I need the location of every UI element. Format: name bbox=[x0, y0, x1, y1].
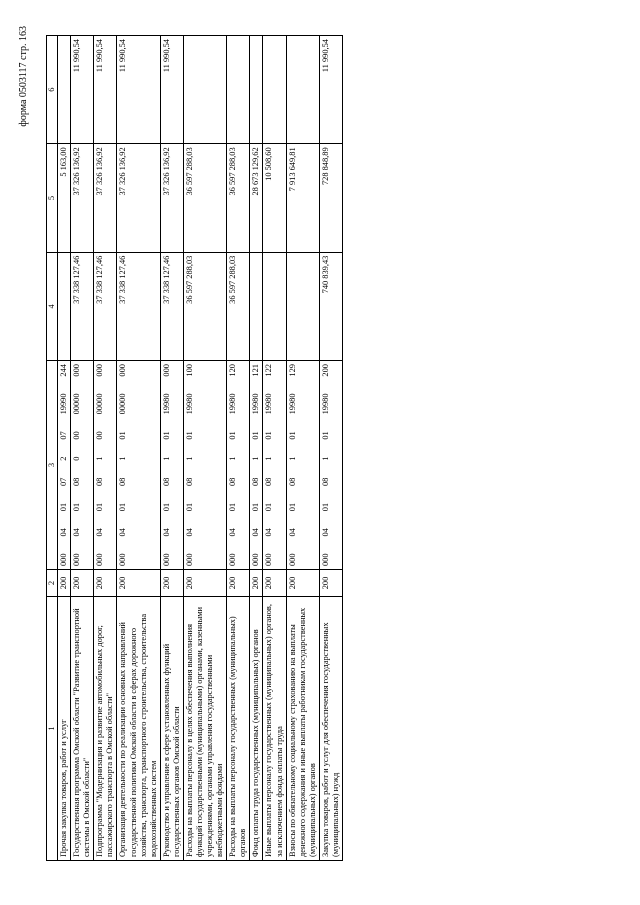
kbk-segment: 00000 bbox=[95, 393, 105, 415]
row-name: Иные выплаты персоналу государственных (муниципальных) органов, за исключением фонда оплаты труда bbox=[263, 597, 286, 861]
row-name: Прочая закупка товаров, работ и услуг bbox=[58, 597, 71, 861]
row-unexecuted: 11 990,54 bbox=[160, 36, 183, 144]
kbk-segment: 1 bbox=[287, 456, 297, 461]
column-number-row bbox=[47, 36, 58, 861]
kbk-segment: 04 bbox=[118, 528, 128, 537]
row-code: 200 bbox=[286, 570, 319, 597]
row-approved bbox=[58, 252, 71, 360]
table-row bbox=[183, 36, 226, 861]
kbk-segment: 1 bbox=[161, 456, 171, 461]
kbk-segment: 08 bbox=[118, 477, 128, 487]
kbk-segment: 04 bbox=[287, 528, 297, 537]
row-code: 200 bbox=[94, 570, 117, 597]
kbk-segment: 000 bbox=[161, 553, 171, 566]
kbk-segment: 244 bbox=[59, 364, 69, 377]
row-code: 200 bbox=[160, 570, 183, 597]
row-executed: 10 508,60 bbox=[263, 144, 286, 252]
kbk-segment: 00000 bbox=[72, 393, 82, 415]
kbk-segment: 04 bbox=[264, 528, 274, 537]
row-kbk bbox=[286, 361, 319, 570]
kbk-segment: 04 bbox=[228, 528, 238, 537]
row-approved: 36 597 288,03 bbox=[183, 252, 226, 360]
column-header: 1 bbox=[47, 597, 58, 861]
row-approved: 37 338 127,46 bbox=[117, 252, 160, 360]
kbk-segment: 19980 bbox=[228, 393, 238, 415]
kbk-segment: 04 bbox=[72, 528, 82, 537]
row-approved: 740 839,43 bbox=[319, 252, 342, 360]
table-row bbox=[250, 36, 263, 861]
row-executed: 5 163,00 bbox=[58, 144, 71, 252]
row-code: 200 bbox=[319, 570, 342, 597]
kbk-code bbox=[264, 364, 274, 566]
row-code: 200 bbox=[183, 570, 226, 597]
row-kbk bbox=[58, 361, 71, 570]
kbk-segment: 1 bbox=[118, 456, 128, 461]
kbk-code bbox=[118, 364, 128, 566]
kbk-segment: 01 bbox=[118, 431, 128, 440]
row-kbk bbox=[160, 361, 183, 570]
kbk-segment: 01 bbox=[184, 502, 194, 512]
kbk-segment: 19980 bbox=[264, 393, 274, 415]
row-kbk bbox=[183, 361, 226, 570]
kbk-segment: 08 bbox=[184, 477, 194, 487]
row-code: 200 bbox=[263, 570, 286, 597]
row-unexecuted bbox=[286, 36, 319, 144]
kbk-segment: 01 bbox=[59, 502, 69, 512]
row-executed: 37 326 136,92 bbox=[160, 144, 183, 252]
row-executed: 37 326 136,92 bbox=[71, 144, 94, 252]
kbk-segment: 000 bbox=[228, 553, 238, 566]
row-code: 200 bbox=[250, 570, 263, 597]
kbk-segment: 1 bbox=[264, 456, 274, 461]
kbk-segment: 08 bbox=[320, 477, 330, 487]
form-reference: форма 0503117 стр. 163 bbox=[18, 26, 29, 127]
kbk-segment: 1 bbox=[95, 456, 105, 461]
kbk-segment: 00 bbox=[72, 431, 82, 440]
kbk-code bbox=[72, 364, 82, 566]
kbk-segment: 01 bbox=[95, 502, 105, 512]
kbk-segment: 0 bbox=[72, 456, 82, 461]
kbk-code bbox=[251, 364, 261, 566]
row-unexecuted bbox=[183, 36, 226, 144]
table-row bbox=[227, 36, 250, 861]
kbk-code bbox=[288, 364, 298, 566]
kbk-segment: 1 bbox=[251, 456, 261, 461]
column-header: 6 bbox=[47, 36, 58, 144]
row-executed: 28 673 129,62 bbox=[250, 144, 263, 252]
kbk-segment: 01 bbox=[287, 431, 297, 440]
row-approved: 37 338 127,46 bbox=[160, 252, 183, 360]
row-code: 200 bbox=[117, 570, 160, 597]
kbk-segment: 08 bbox=[95, 477, 105, 487]
kbk-segment: 08 bbox=[264, 477, 274, 487]
row-approved: 37 338 127,46 bbox=[94, 252, 117, 360]
row-unexecuted: 11 990,54 bbox=[117, 36, 160, 144]
kbk-segment: 08 bbox=[161, 477, 171, 487]
kbk-segment: 000 bbox=[95, 364, 105, 377]
kbk-segment: 000 bbox=[118, 364, 128, 377]
row-name: Расходы на выплаты персоналу в целях обеспечения выполнения функций государственными (муниципальными) органами, казенными учреждениями, органами управления государственными внебюджетными фондами bbox=[183, 597, 226, 861]
kbk-segment: 04 bbox=[161, 528, 171, 537]
kbk-segment: 08 bbox=[228, 477, 238, 487]
kbk-segment: 000 bbox=[184, 553, 194, 566]
report-table bbox=[46, 35, 343, 861]
row-unexecuted: 11 990,54 bbox=[319, 36, 342, 144]
kbk-segment: 08 bbox=[287, 477, 297, 487]
kbk-segment: 08 bbox=[251, 477, 261, 487]
row-unexecuted bbox=[58, 36, 71, 144]
kbk-segment: 01 bbox=[72, 502, 82, 512]
kbk-segment: 121 bbox=[251, 364, 261, 377]
table-row bbox=[94, 36, 117, 861]
row-executed: 36 597 288,03 bbox=[183, 144, 226, 252]
kbk-segment: 200 bbox=[320, 364, 330, 377]
row-approved bbox=[250, 252, 263, 360]
kbk-segment: 01 bbox=[228, 502, 238, 512]
kbk-segment: 19980 bbox=[184, 393, 194, 415]
kbk-code bbox=[321, 364, 331, 566]
row-approved bbox=[286, 252, 319, 360]
kbk-segment: 04 bbox=[95, 528, 105, 537]
kbk-segment: 08 bbox=[72, 477, 82, 487]
kbk-code bbox=[228, 364, 238, 566]
kbk-segment: 000 bbox=[320, 553, 330, 566]
kbk-segment: 04 bbox=[59, 528, 69, 537]
kbk-segment: 000 bbox=[95, 553, 105, 566]
kbk-segment: 000 bbox=[118, 553, 128, 566]
table-row bbox=[117, 36, 160, 861]
kbk-segment: 07 bbox=[59, 477, 69, 487]
row-approved: 37 338 127,46 bbox=[71, 252, 94, 360]
kbk-segment: 000 bbox=[59, 553, 69, 566]
row-approved bbox=[263, 252, 286, 360]
kbk-segment: 01 bbox=[228, 431, 238, 440]
kbk-segment: 19980 bbox=[161, 393, 171, 415]
kbk-segment: 04 bbox=[184, 528, 194, 537]
row-name: Подпрограмма "Модернизация и развитие автомобильных дорог, пассажирского транспорта в Омской области" bbox=[94, 597, 117, 861]
kbk-segment: 000 bbox=[251, 553, 261, 566]
kbk-segment: 07 bbox=[59, 431, 69, 440]
kbk-segment: 000 bbox=[72, 364, 82, 377]
row-name: Расходы на выплаты персоналу государственных (муниципальных) органов bbox=[227, 597, 250, 861]
row-executed: 37 326 136,92 bbox=[94, 144, 117, 252]
kbk-code bbox=[59, 364, 69, 566]
table-row bbox=[263, 36, 286, 861]
row-kbk bbox=[117, 361, 160, 570]
kbk-segment: 1 bbox=[184, 456, 194, 461]
kbk-code bbox=[185, 364, 195, 566]
kbk-segment: 100 bbox=[184, 364, 194, 377]
row-executed: 7 913 649,81 bbox=[286, 144, 319, 252]
kbk-segment: 19980 bbox=[320, 393, 330, 415]
row-name: Организация деятельности по реализации основных направлений государственной политики Омской области в сферах дорожного хозяйства, транспорта, транспортного строительства, строительства водохозяйственных систем bbox=[117, 597, 160, 861]
row-kbk bbox=[250, 361, 263, 570]
row-kbk bbox=[227, 361, 250, 570]
row-name: Закупка товаров, работ и услуг для обеспечения государственных (муниципальных) нужд bbox=[319, 597, 342, 861]
table-row bbox=[286, 36, 319, 861]
row-approved: 36 597 288,03 bbox=[227, 252, 250, 360]
kbk-segment: 01 bbox=[251, 502, 261, 512]
column-header: 5 bbox=[47, 144, 58, 252]
kbk-segment: 04 bbox=[320, 528, 330, 537]
kbk-segment: 01 bbox=[161, 431, 171, 440]
kbk-code bbox=[95, 364, 105, 566]
row-unexecuted bbox=[263, 36, 286, 144]
kbk-segment: 01 bbox=[287, 502, 297, 512]
table-row bbox=[160, 36, 183, 861]
row-unexecuted: 11 990,54 bbox=[71, 36, 94, 144]
row-unexecuted: 11 990,54 bbox=[94, 36, 117, 144]
kbk-segment: 00 bbox=[95, 431, 105, 440]
row-kbk bbox=[94, 361, 117, 570]
kbk-segment: 01 bbox=[251, 431, 261, 440]
kbk-segment: 19990 bbox=[59, 393, 69, 415]
table-row bbox=[319, 36, 342, 861]
kbk-segment: 129 bbox=[287, 364, 297, 377]
kbk-segment: 00000 bbox=[118, 393, 128, 415]
row-kbk bbox=[263, 361, 286, 570]
kbk-segment: 01 bbox=[264, 502, 274, 512]
kbk-segment: 04 bbox=[251, 528, 261, 537]
kbk-segment: 01 bbox=[320, 431, 330, 440]
kbk-segment: 1 bbox=[320, 456, 330, 461]
row-executed: 36 597 288,03 bbox=[227, 144, 250, 252]
kbk-segment: 01 bbox=[264, 431, 274, 440]
kbk-segment: 000 bbox=[72, 553, 82, 566]
kbk-segment: 01 bbox=[161, 502, 171, 512]
column-header: 3 bbox=[47, 361, 58, 570]
row-unexecuted bbox=[250, 36, 263, 144]
row-unexecuted bbox=[227, 36, 250, 144]
kbk-segment: 01 bbox=[184, 431, 194, 440]
column-header: 4 bbox=[47, 252, 58, 360]
kbk-segment: 000 bbox=[161, 364, 171, 377]
kbk-segment: 2 bbox=[59, 456, 69, 461]
row-name: Взносы по обязательному социальному страхованию на выплаты денежного содержания и иные выплаты работникам государственных (муниципальных) органов bbox=[286, 597, 319, 861]
kbk-segment: 000 bbox=[264, 553, 274, 566]
kbk-segment: 19980 bbox=[287, 393, 297, 415]
row-name: Государственная программа Омской области "Развитие транспортной системы в Омской области" bbox=[71, 597, 94, 861]
row-name: Руководство и управление в сфере установленных функций государственных органов Омской области bbox=[160, 597, 183, 861]
row-code: 200 bbox=[71, 570, 94, 597]
row-name: Фонд оплаты труда государственных (муниципальных) органов bbox=[250, 597, 263, 861]
table-row bbox=[71, 36, 94, 861]
column-header: 2 bbox=[47, 570, 58, 597]
kbk-segment: 01 bbox=[320, 502, 330, 512]
kbk-segment: 000 bbox=[287, 553, 297, 566]
row-kbk bbox=[319, 361, 342, 570]
kbk-segment: 120 bbox=[228, 364, 238, 377]
row-executed: 728 848,89 bbox=[319, 144, 342, 252]
table-body bbox=[58, 36, 343, 861]
table-row bbox=[58, 36, 71, 861]
row-executed: 37 326 136,92 bbox=[117, 144, 160, 252]
kbk-code bbox=[162, 364, 172, 566]
kbk-segment: 1 bbox=[228, 456, 238, 461]
row-code: 200 bbox=[227, 570, 250, 597]
kbk-segment: 122 bbox=[264, 364, 274, 377]
row-code: 200 bbox=[58, 570, 71, 597]
kbk-segment: 19980 bbox=[251, 393, 261, 415]
kbk-segment: 01 bbox=[118, 502, 128, 512]
row-kbk bbox=[71, 361, 94, 570]
